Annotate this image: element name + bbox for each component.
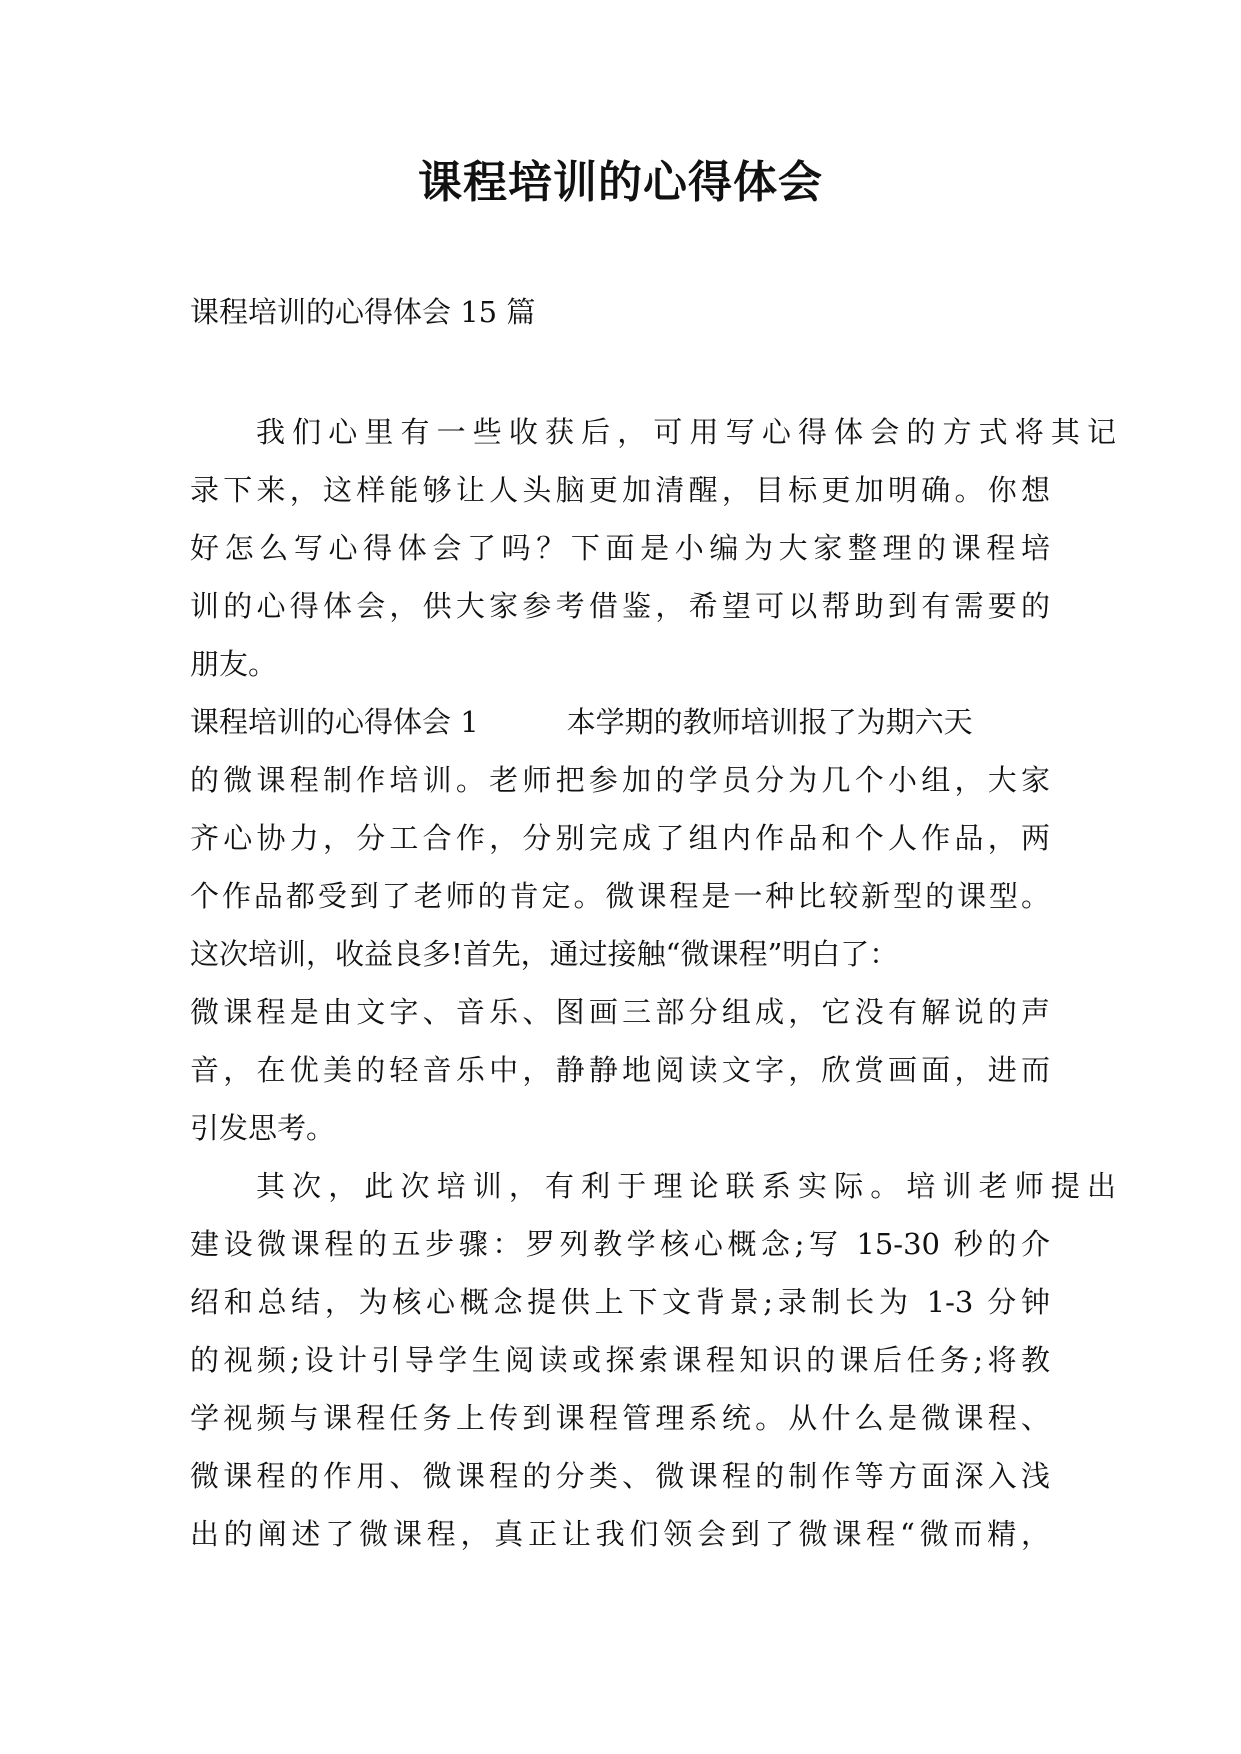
paragraph-line: 引发思考。 <box>190 1111 336 1145</box>
paragraph-line: 录下来，这样能够让人头脑更加清醒，目标更加明确。你想 <box>190 473 1050 507</box>
paragraph-line: 微课程的作用、微课程的分类、微课程的制作等方面深入浅 <box>190 1459 1050 1493</box>
paragraph-line: 微课程是由文字、音乐、图画三部分组成，它没有解说的声 <box>190 995 1050 1029</box>
paragraph-line: 训的心得体会，供大家参考借鉴，希望可以帮助到有需要的 <box>190 589 1050 623</box>
paragraph-line: 建设微课程的五步骤：罗列教学核心概念;写 15-30 秒的介 <box>190 1227 1050 1261</box>
paragraph-line: 绍和总结，为核心概念提供上下文背景;录制长为 1-3 分钟 <box>190 1285 1050 1319</box>
section-text: 本学期的教师培训报了为期六天 <box>566 705 973 739</box>
paragraph-line: 个作品都受到了老师的肯定。微课程是一种比较新型的课型。 <box>190 879 1050 913</box>
section-line <box>190 702 1050 742</box>
paragraph-line: 齐心协力，分工合作，分别完成了组内作品和个人作品，两 <box>190 821 1050 855</box>
paragraph-line: 音，在优美的轻音乐中，静静地阅读文字，欣赏画面，进而 <box>190 1053 1050 1087</box>
document-subtitle: 课程培训的心得体会 15 篇 <box>190 295 536 329</box>
paragraph-line: 其次，此次培训，有利于理论联系实际。培训老师提出 <box>256 1169 1116 1203</box>
section-heading: 课程培训的心得体会 1 <box>190 705 479 739</box>
paragraph-line: 朋友。 <box>190 647 278 681</box>
paragraph-line: 这次培训，收益良多!首先，通过接触“微课程”明白了： <box>190 937 899 971</box>
paragraph-line: 的微课程制作培训。老师把参加的学员分为几个小组，大家 <box>190 763 1050 797</box>
paragraph-line: 我们心里有一些收获后，可用写心得体会的方式将其记 <box>256 415 1116 449</box>
paragraph-line: 出的阐述了微课程，真正让我们领会到了微课程“微而精， <box>190 1517 1050 1551</box>
document-title: 课程培训的心得体会 <box>418 157 823 208</box>
paragraph-line: 好怎么写心得体会了吗？下面是小编为大家整理的课程培 <box>190 531 1050 565</box>
paragraph-line: 学视频与课程任务上传到课程管理系统。从什么是微课程、 <box>190 1401 1050 1435</box>
paragraph-line: 的视频;设计引导学生阅读或探索课程知识的课后任务;将教 <box>190 1343 1050 1377</box>
